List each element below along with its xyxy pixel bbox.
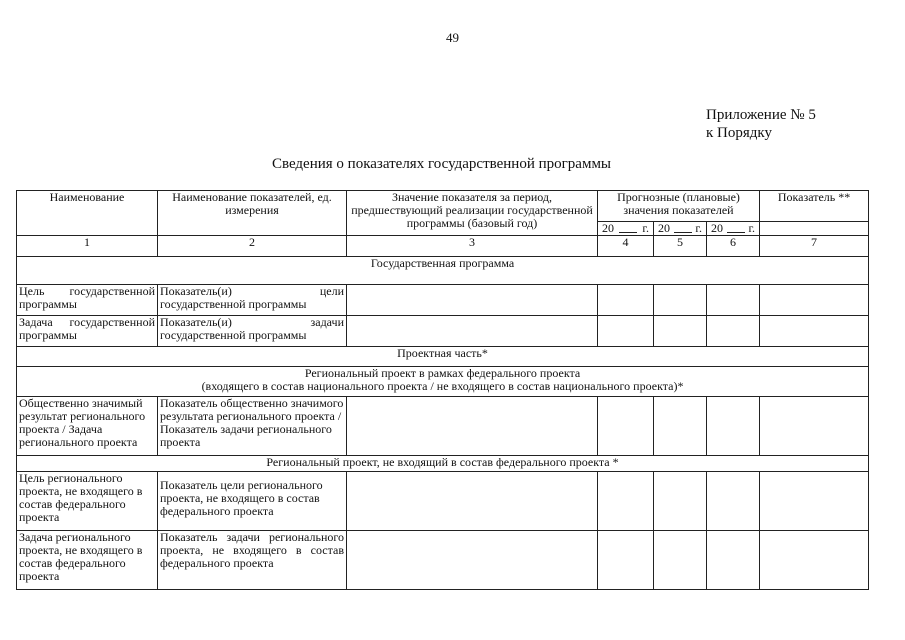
row-forecast-1 [598,472,654,531]
year-col-4 [598,222,654,236]
header-indicator: Наименование показателей, ед. измерения [158,191,347,236]
appendix-line-2: к Порядку [706,125,772,141]
row-forecast-3 [707,531,760,590]
appendix-line-1: Приложение № 5 [706,107,816,123]
row-forecast-3 [707,285,760,316]
column-numbers-row [17,236,869,257]
column-number: 5 [654,236,707,257]
row-name: Задача государственной программы [17,316,158,347]
column-number: 4 [598,236,654,257]
year-suffix: г. [695,221,702,235]
row-base-value [347,397,598,456]
section-row [17,367,869,397]
row-forecast-1 [598,397,654,456]
header-forecast: Прогнозные (плановые) значения показателей [598,191,760,222]
section-row [17,347,869,367]
document-title: Сведения о показателях государственной программы [271,156,612,172]
appendix-reference [706,106,816,142]
row-forecast-1 [598,285,654,316]
header-name: Наименование [17,191,158,236]
row-base-value [347,285,598,316]
section-row [17,257,869,285]
table-row [17,285,869,316]
column-number: 3 [347,236,598,257]
row-flag [760,285,869,316]
row-flag [760,397,869,456]
section-state-program: Государственная программа [17,257,869,285]
row-name: Задача регионального проекта, не входящего в состав федерального проекта [17,531,158,590]
row-base-value [347,316,598,347]
row-flag [760,531,869,590]
column-number: 1 [17,236,158,257]
row-base-value [347,531,598,590]
row-forecast-1 [598,316,654,347]
section-regional-in-federal [17,367,869,397]
row-indicator: Показатель общественно значимого результата регионального проекта / Показатель задачи регионального проекта [158,397,347,456]
row-base-value [347,472,598,531]
row-forecast-3 [707,316,760,347]
year-prefix: 20 [711,221,723,235]
row-indicator: Показатель задачи регионального проекта, не входящего в состав федерального проекта [158,531,347,590]
row-name: Цель государственной программы [17,285,158,316]
year-suffix: г. [642,221,649,235]
year-blank [674,222,692,233]
table-row [17,531,869,590]
row-forecast-2 [654,531,707,590]
year-col-5 [654,222,707,236]
section-regional-in-federal-line-2: (входящего в состав национального проекта / не входящего в состав национального проекта)* [201,379,684,393]
table-row [17,397,869,456]
row-name: Общественно значимый результат регионального проекта / Задача регионального проекта [17,397,158,456]
table-row [17,316,869,347]
row-forecast-2 [654,285,707,316]
row-indicator: Показатель(и) цели государственной программы [158,285,347,316]
row-forecast-2 [654,472,707,531]
header-base-value: Значение показателя за период, предшествующий реализации государственной программы (базовый год) [347,191,598,236]
row-indicator: Показатель(и) задачи государственной программы [158,316,347,347]
row-forecast-3 [707,472,760,531]
year-blank [619,222,637,233]
section-regional-not-federal: Региональный проект, не входящий в состав федерального проекта * [17,456,869,472]
page-number: 49 [446,30,459,45]
section-regional-in-federal-line-1: Региональный проект в рамках федерального проекта [304,366,581,380]
header-flag-blank [760,222,869,236]
column-number: 2 [158,236,347,257]
row-flag [760,316,869,347]
indicators-table [16,190,869,590]
row-flag [760,472,869,531]
header-indicator-flag: Показатель ** [760,191,869,222]
column-number: 7 [760,236,869,257]
header-row [17,191,869,222]
table-row [17,472,869,531]
row-forecast-2 [654,316,707,347]
row-indicator: Показатель цели регионального проекта, не входящего в состав федерального проекта [158,472,347,531]
section-project-part: Проектная часть* [17,347,869,367]
row-forecast-1 [598,531,654,590]
year-blank [727,222,745,233]
year-prefix: 20 [658,221,670,235]
section-row [17,456,869,472]
row-forecast-3 [707,397,760,456]
year-suffix: г. [748,221,756,235]
column-number: 6 [707,236,760,257]
year-prefix: 20 [602,221,614,235]
row-name: Цель регионального проекта, не входящего в состав федерального проекта [17,472,158,531]
year-col-6 [707,222,760,236]
row-forecast-2 [654,397,707,456]
